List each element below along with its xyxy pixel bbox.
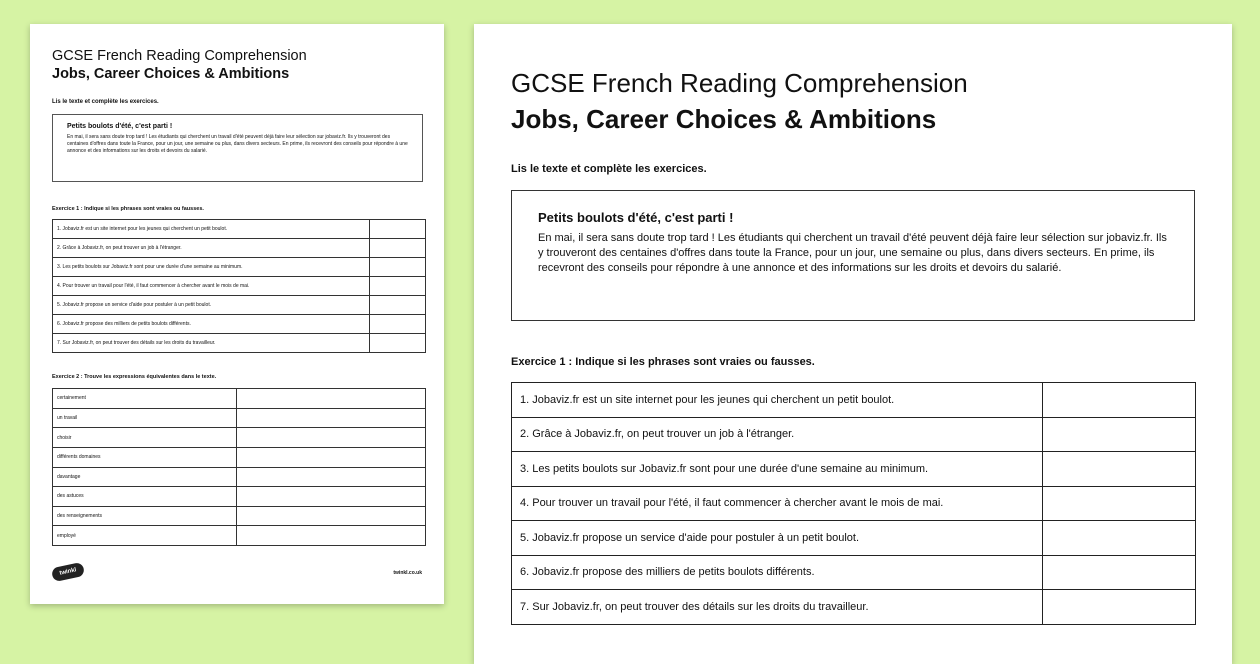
title-line2: Jobs, Career Choices & Ambitions [511, 104, 937, 134]
table-row [512, 452, 1196, 487]
table-row [53, 526, 426, 546]
exercise2-table [52, 388, 426, 546]
answer-cell [237, 467, 426, 487]
answer-cell [1043, 417, 1196, 452]
term-cell: différents domaines [53, 447, 237, 467]
table-row [53, 258, 426, 277]
table-row [53, 506, 426, 526]
answer-cell [370, 258, 426, 277]
term-cell: choisir [53, 428, 237, 448]
table-row [53, 487, 426, 507]
statement-cell: 4. Pour trouver un travail pour l'été, il faut commencer à chercher avant le mois de mai. [512, 486, 1043, 521]
table-row [53, 334, 426, 353]
table-row [53, 220, 426, 239]
table-row [53, 239, 426, 258]
answer-cell [370, 277, 426, 296]
table-row [512, 383, 1196, 418]
table-row [512, 590, 1196, 625]
answer-cell [370, 334, 426, 353]
passage-box [52, 114, 423, 182]
answer-cell [370, 239, 426, 258]
statement-cell: 3. Les petits boulots sur Jobaviz.fr sont pour une durée d'une semaine au minimum. [53, 258, 370, 277]
answer-cell [237, 506, 426, 526]
term-cell: employé [53, 526, 237, 546]
worksheet-zoomed [474, 24, 1232, 664]
instruction: Lis le texte et complète les exercices. [511, 163, 707, 175]
statement-cell: 3. Les petits boulots sur Jobaviz.fr sont pour une durée d'une semaine au minimum. [512, 452, 1043, 487]
title-line2: Jobs, Career Choices & Ambitions [52, 66, 290, 82]
table-row [512, 486, 1196, 521]
answer-cell [237, 428, 426, 448]
statement-cell: 7. Sur Jobaviz.fr, on peut trouver des détails sur les droits du travailleur. [512, 590, 1043, 625]
statement-cell: 4. Pour trouver un travail pour l'été, il faut commencer à chercher avant le mois de mai. [53, 277, 370, 296]
answer-cell [237, 447, 426, 467]
statement-cell: 2. Grâce à Jobaviz.fr, on peut trouver un job à l'étranger. [512, 417, 1043, 452]
title-line1: GCSE French Reading Comprehension [52, 48, 307, 64]
answer-cell [1043, 590, 1196, 625]
table-row [53, 447, 426, 467]
answer-cell [1043, 383, 1196, 418]
statement-cell: 6. Jobaviz.fr propose des milliers de petits boulots différents. [512, 555, 1043, 590]
term-cell: davantage [53, 467, 237, 487]
table-row [53, 408, 426, 428]
term-cell: un travail [53, 408, 237, 428]
statement-cell: 1. Jobaviz.fr est un site internet pour les jeunes qui cherchent un petit boulot. [512, 383, 1043, 418]
passage-text: En mai, il sera sans doute trop tard ! Les étudiants qui cherchent un travail d'été peuvent déjà faire leur sélection sur jobaviz.fr. Ils y trouveront des centaines d'offres dans toute la France, pour un jour, une semaine ou plus, dans divers secteurs. En prime, ils recevront des conseils pour répondre à une annonce et des informations sur les droits et devoirs du salarié. [538, 232, 1167, 274]
exercise1-heading: Exercice 1 : Indique si les phrases sont vraies ou fausses. [52, 206, 204, 212]
exercise2-heading: Exercice 2 : Trouve les expressions équivalentes dans le texte. [52, 374, 217, 380]
title-line1: GCSE French Reading Comprehension [511, 68, 968, 98]
statement-cell: 5. Jobaviz.fr propose un service d'aide pour postuler à un petit boulot. [53, 296, 370, 315]
answer-cell [1043, 555, 1196, 590]
table-row [53, 467, 426, 487]
exercise1-table [511, 382, 1196, 625]
answer-cell [237, 526, 426, 546]
instruction: Lis le texte et complète les exercices. [52, 99, 159, 105]
passage-title: Petits boulots d'été, c'est parti ! [538, 210, 734, 225]
statement-cell: 6. Jobaviz.fr propose des milliers de petits boulots différents. [53, 315, 370, 334]
table-row [53, 296, 426, 315]
table-row [53, 277, 426, 296]
exercise1-table [52, 219, 426, 353]
term-cell: des renseignements [53, 506, 237, 526]
answer-cell [1043, 521, 1196, 556]
answer-cell [370, 296, 426, 315]
term-cell: des astuces [53, 487, 237, 507]
table-row [53, 428, 426, 448]
passage-text: En mai, il sera sans doute trop tard ! Les étudiants qui cherchent un travail d'été peuvent déjà faire leur sélection sur jobaviz.fr. Ils y trouveront des centaines d'offres dans toute la France, pour un jour, une semaine ou plus, dans divers secteurs. En prime, ils recevront des conseils pour répondre à une annonce et des informations sur les droits et devoirs du salarié. [67, 134, 408, 154]
passage-title: Petits boulots d'été, c'est parti ! [67, 123, 173, 130]
table-row [53, 315, 426, 334]
table-row [53, 389, 426, 409]
answer-cell [237, 487, 426, 507]
statement-cell: 1. Jobaviz.fr est un site internet pour les jeunes qui cherchent un petit boulot. [53, 220, 370, 239]
answer-cell [1043, 486, 1196, 521]
statement-cell: 2. Grâce à Jobaviz.fr, on peut trouver un job à l'étranger. [53, 239, 370, 258]
footer-url: twinkl.co.uk [393, 570, 422, 576]
answer-cell [1043, 452, 1196, 487]
table-row [512, 521, 1196, 556]
answer-cell [370, 220, 426, 239]
statement-cell: 5. Jobaviz.fr propose un service d'aide pour postuler à un petit boulot. [512, 521, 1043, 556]
answer-cell [370, 315, 426, 334]
answer-cell [237, 389, 426, 409]
table-row [512, 555, 1196, 590]
table-row [512, 417, 1196, 452]
exercise1-heading: Exercice 1 : Indique si les phrases sont vraies ou fausses. [511, 356, 815, 368]
term-cell: certainement [53, 389, 237, 409]
statement-cell: 7. Sur Jobaviz.fr, on peut trouver des détails sur les droits du travailleur. [53, 334, 370, 353]
worksheet-thumbnail [30, 24, 444, 604]
answer-cell [237, 408, 426, 428]
twinkl-logo: twinkl [51, 562, 85, 582]
passage-box [511, 190, 1195, 321]
